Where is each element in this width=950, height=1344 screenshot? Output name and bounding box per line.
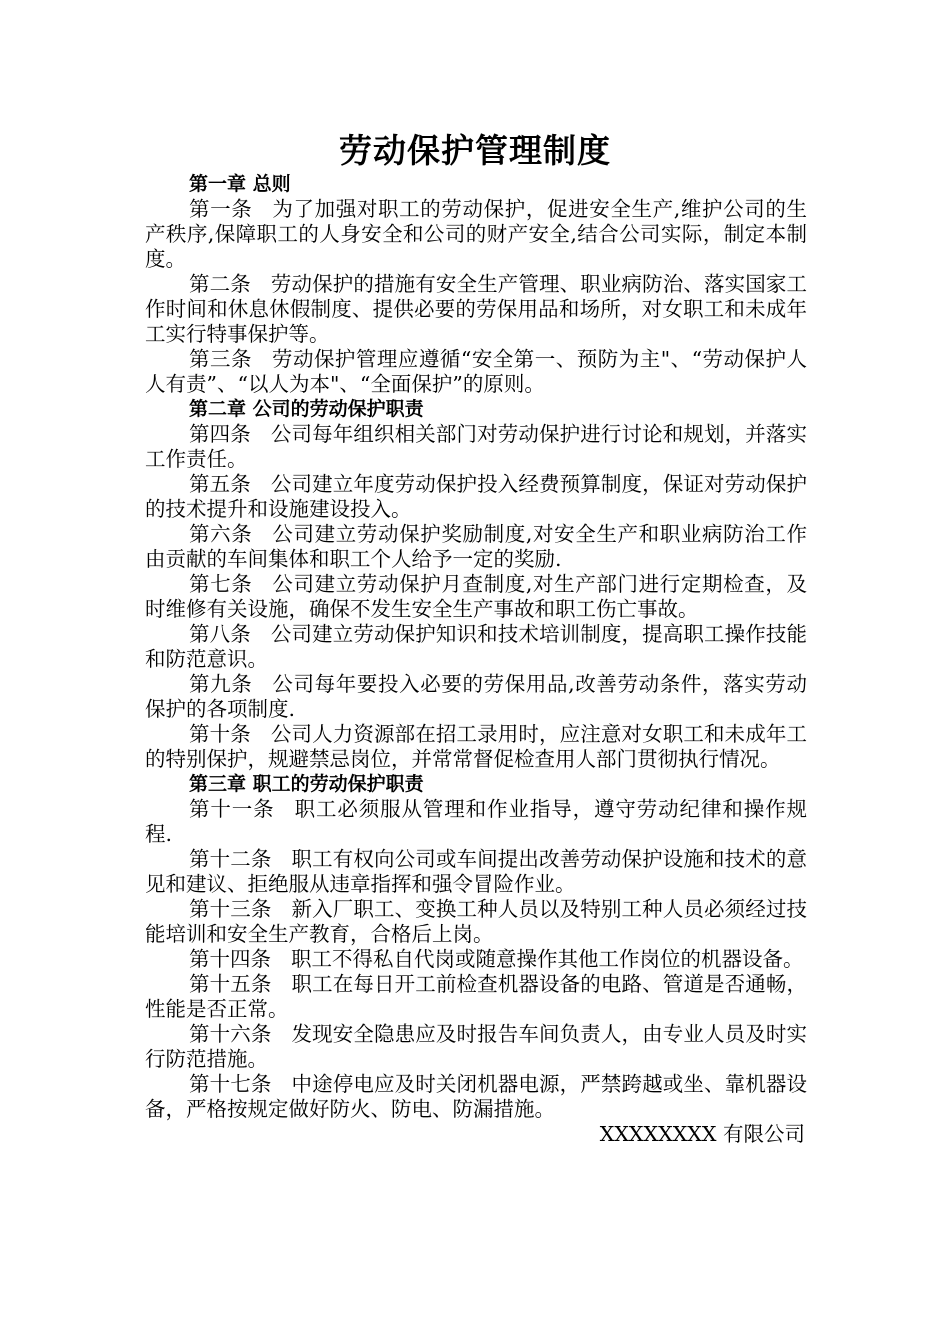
- article-text: 劳动保护的措施有安全生产管理、职业病防治、落实国家工作时间和休息休假制度、提供必要的劳保用品和场所，对女职工和未成年工实行特事保护等。: [145, 272, 807, 346]
- document-title: 劳动保护管理制度: [339, 131, 611, 170]
- company-signature: XXXXXXXX 有限公司: [599, 1122, 805, 1146]
- article-text: 劳动保护管理应遵循“安全第一、预防为主"、“劳动保护人人有责”、“以人为本"、“全面保护”的原则。: [145, 347, 808, 396]
- article-number: 第五条: [189, 472, 251, 496]
- article: [145, 622, 807, 672]
- article: [145, 1022, 807, 1072]
- article-number: 第一条: [189, 197, 253, 221]
- article: [145, 572, 807, 622]
- article-number: 第十三条: [189, 897, 272, 921]
- article-number: 第六条: [189, 522, 253, 546]
- article-number: 第二条: [189, 272, 251, 296]
- article-number: 第十六条: [189, 1022, 272, 1046]
- chapter-heading: 第一章 总则: [189, 173, 291, 195]
- article-text: 公司建立年度劳动保护投入经费预算制度，保证对劳动保护的技术提升和设施建设投入。: [145, 472, 807, 521]
- article-number: 第四条: [189, 422, 251, 446]
- article-number: 第十七条: [189, 1072, 272, 1096]
- article-text: 发现安全隐患应及时报告车间负责人，由专业人员及时实行防范措施。: [145, 1022, 807, 1071]
- article-text: 职工必须服从管理和作业指导，遵守劳动纪律和操作规程.: [145, 797, 808, 846]
- article: [145, 522, 807, 572]
- article: [145, 672, 807, 722]
- article: [145, 1072, 807, 1122]
- article-text: 公司建立劳动保护知识和技术培训制度，提高职工操作技能和防范意识。: [145, 622, 807, 671]
- article-text: 公司每年组织相关部门对劳动保护进行讨论和规划，并落实工作责任。: [145, 422, 807, 471]
- article-text: 公司人力资源部在招工录用时，应注意对女职工和未成年工的特别保护，规避禁忌岗位，并常常督促检查用人部门贯彻执行情况。: [145, 722, 807, 771]
- article-number: 第三条: [189, 347, 252, 371]
- article-text: 中途停电应及时关闭机器电源，严禁跨越或坐、靠机器设备，严格按规定做好防火、防电、防漏措施。: [145, 1072, 807, 1121]
- article: [145, 272, 807, 347]
- chapter-heading: 第三章 职工的劳动保护职责: [189, 773, 424, 795]
- article-number: 第十五条: [189, 972, 272, 996]
- article-number: 第七条: [189, 572, 253, 596]
- article-text: 职工不得私自代岗或随意操作其他工作岗位的机器设备。: [291, 947, 804, 971]
- article: [145, 947, 807, 972]
- article: [145, 797, 807, 847]
- article: [145, 897, 807, 947]
- article-text: 公司建立劳动保护奖励制度,对安全生产和职业病防治工作由贡献的车间集体和职工个人给予一定的奖励.: [145, 522, 808, 571]
- chapter-heading: 第二章 公司的劳动保护职责: [189, 398, 424, 420]
- article-text: 职工在每日开工前检查机器设备的电路、管道是否通畅，性能是否正常。: [145, 972, 807, 1021]
- article-text: 新入厂职工、变换工种人员以及特别工种人员必须经过技能培训和安全生产教育，合格后上岗。: [145, 897, 807, 946]
- article-text: 公司建立劳动保护月查制度,对生产部门进行定期检查，及时维修有关设施，确保不发生安全生产事故和职工伤亡事故。: [145, 572, 808, 621]
- article: [145, 722, 807, 772]
- article-number: 第十条: [189, 722, 251, 746]
- article-number: 第九条: [189, 672, 253, 696]
- article-number: 第十二条: [189, 847, 272, 871]
- article: [145, 347, 807, 397]
- article-text: 职工有权向公司或车间提出改善劳动保护设施和技术的意见和建议、拒绝服从违章指挥和强令冒险作业。: [145, 847, 807, 896]
- document-body: [145, 172, 807, 1147]
- article: [145, 197, 807, 272]
- article-number: 第十四条: [189, 947, 271, 971]
- article-number: 第十一条: [189, 797, 275, 821]
- article-text: 公司每年要投入必要的劳保用品,改善劳动条件，落实劳动保护的各项制度.: [145, 672, 808, 721]
- article-text: 为了加强对职工的劳动保护，促进安全生产,维护公司的生产秩序,保障职工的人身安全和公司的财产安全,结合公司实际，制定本制度。: [145, 197, 808, 271]
- article: [145, 472, 807, 522]
- article: [145, 847, 807, 897]
- article: [145, 422, 807, 472]
- article-number: 第八条: [189, 622, 251, 646]
- article: [145, 972, 807, 1022]
